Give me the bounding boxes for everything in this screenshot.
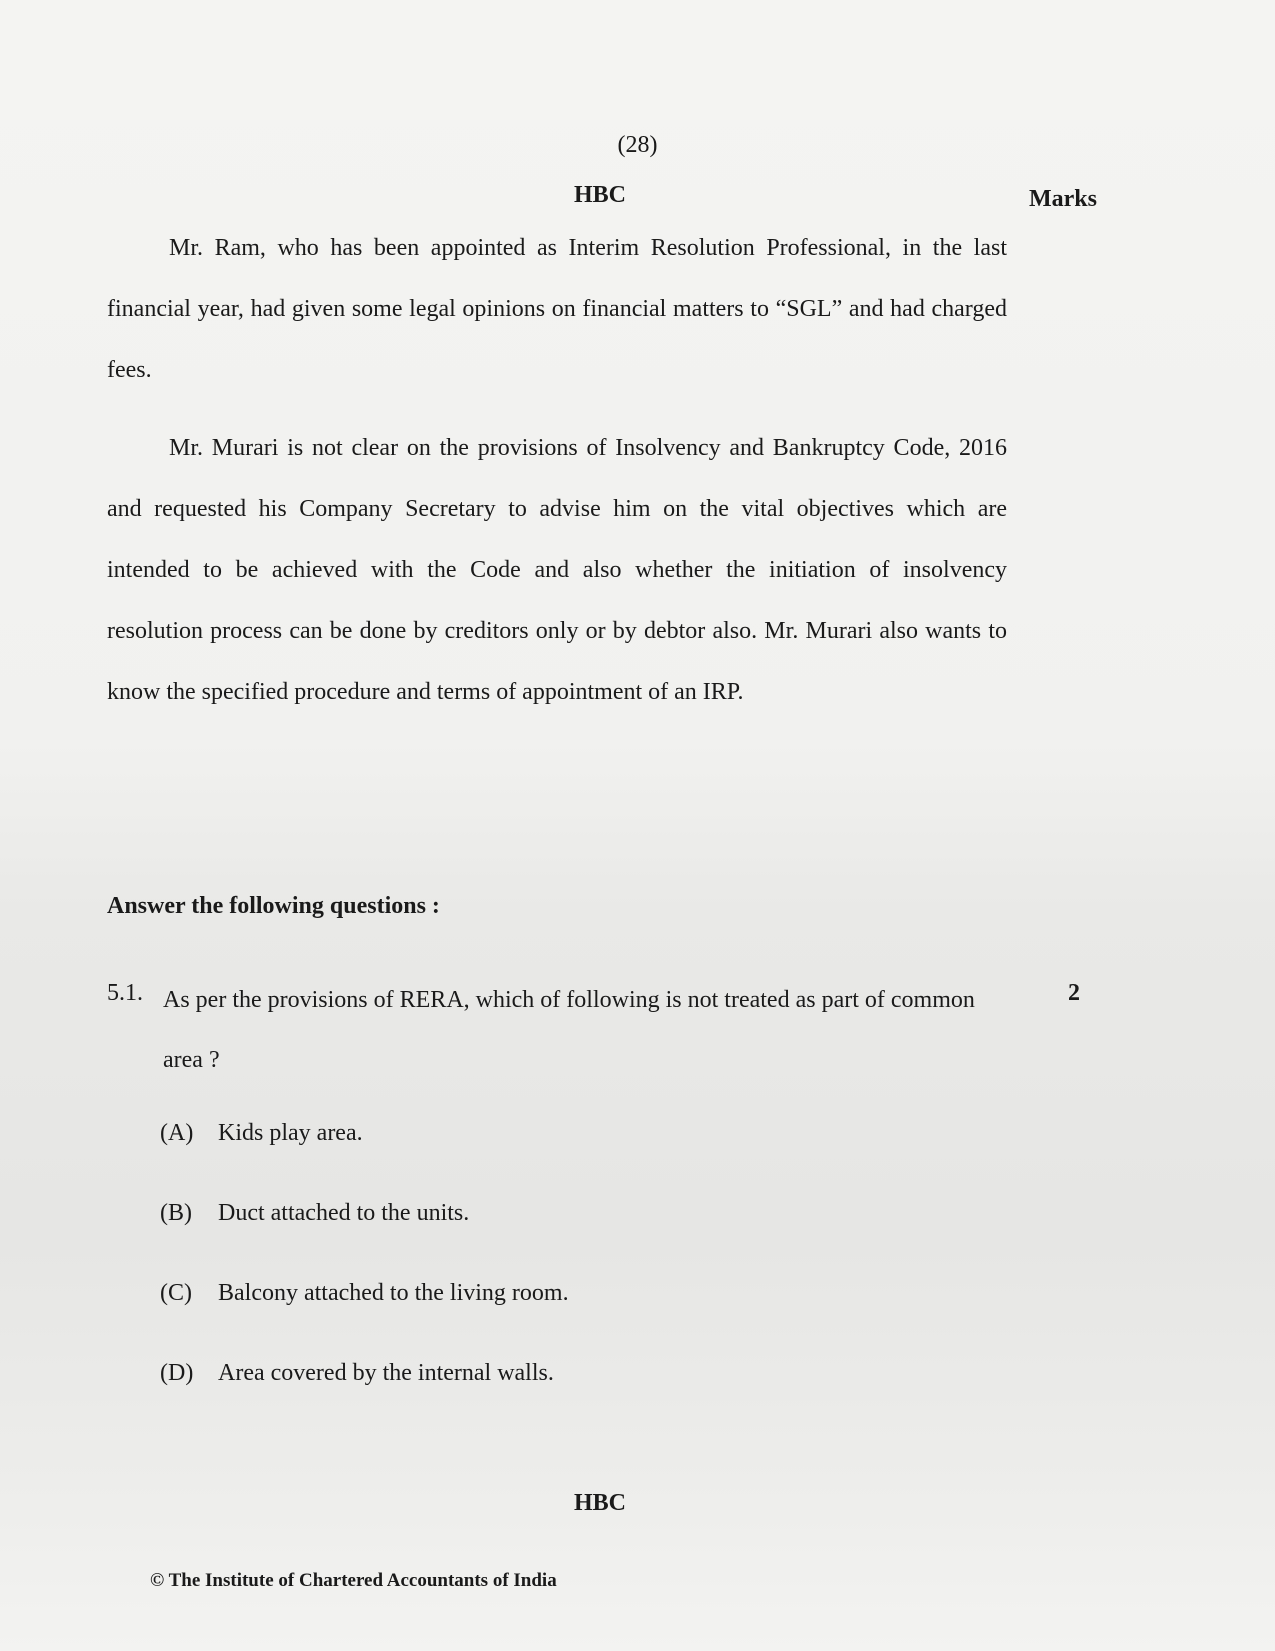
option-text: Kids play area.: [218, 1120, 363, 1146]
option-a: [160, 1120, 363, 1147]
paragraph-text: Mr. Murari is not clear on the provisions of Insolvency and Bankruptcy Code, 2016 and requested his Company Secretary to advise him on the vital objectives which are intended to be achieved with the Code and also whether the initiation of insolvency resolution process can be done by creditors only or by debtor also. Mr. Murari also wants to know the specified procedure and terms of appointment of an IRP.: [107, 435, 1007, 705]
question-text: As per the provisions of RERA, which of following is not treated as part of common area ?: [163, 987, 975, 1073]
option-text: Balcony attached to the living room.: [218, 1280, 569, 1306]
option-label: (B): [160, 1200, 192, 1226]
option-text: Area covered by the internal walls.: [218, 1360, 554, 1386]
option-label: (C): [160, 1280, 192, 1306]
paragraph-interim-resolution: [107, 218, 1007, 401]
copyright-notice: © The Institute of Chartered Accountants of India: [150, 1570, 557, 1591]
option-label: (D): [160, 1360, 194, 1386]
footer-paper-code: HBC: [573, 1490, 626, 1516]
question-marks: 2: [1068, 980, 1080, 1006]
paragraph-murari-query: [107, 418, 1007, 723]
paragraph-text: Mr. Ram, who has been appointed as Interim Resolution Professional, in the last financial year, had given some legal opinions on financial matters to “SGL” and had charged fees.: [107, 235, 1007, 383]
section-title: Answer the following questions :: [107, 893, 440, 919]
option-b: [160, 1200, 469, 1227]
header-paper-code: HBC: [573, 182, 626, 208]
marks-column-heading: Marks: [1029, 186, 1097, 212]
option-label: (A): [160, 1120, 194, 1146]
option-text: Duct attached to the units.: [218, 1200, 470, 1226]
option-d: [160, 1360, 554, 1387]
option-c: [160, 1280, 569, 1307]
page-number: (28): [617, 132, 658, 158]
question-number: 5.1.: [107, 980, 143, 1006]
